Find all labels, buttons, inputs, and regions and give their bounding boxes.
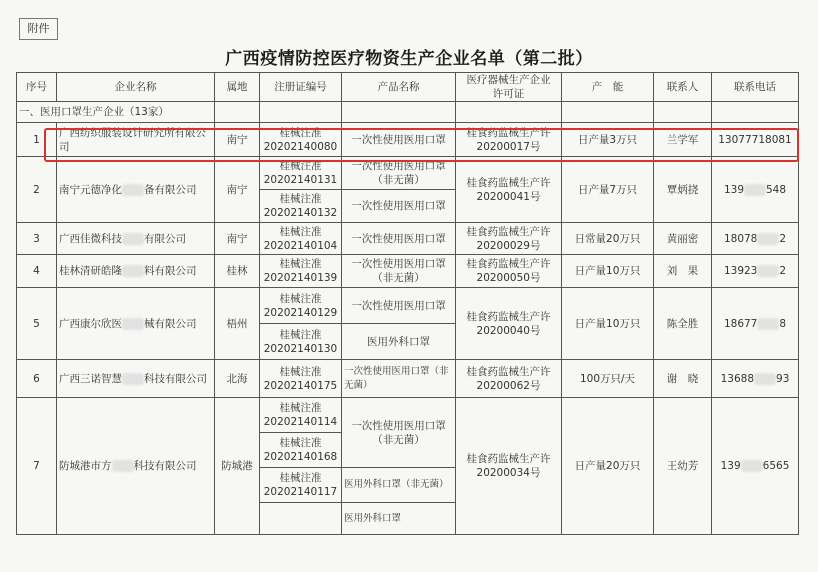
- highlight-box: [44, 128, 799, 162]
- row-phone: 13923 2: [712, 255, 799, 288]
- row-reg: 桂械注准 20202140139: [260, 255, 342, 288]
- row-capacity: 日常量20万只: [562, 223, 654, 255]
- row-reg: 桂械注准 20202140131: [260, 157, 342, 190]
- row-product: 医用外科口罩（非无菌）: [342, 468, 456, 503]
- row-capacity: 日产量3万只: [562, 123, 654, 157]
- row-license: 桂食药监械生产许 20200017号: [456, 123, 562, 157]
- table-row: [17, 255, 799, 288]
- header-capacity: 产 能: [562, 73, 654, 102]
- row-no: 3: [17, 223, 57, 255]
- row-reg: 桂械注准 20202140114: [260, 398, 342, 433]
- row-product: 一次性使用医用口罩: [342, 288, 456, 324]
- row-area: 防城港: [215, 398, 260, 535]
- row-no: 5: [17, 288, 57, 360]
- row-reg: 桂械注准 20202140130: [260, 324, 342, 360]
- row-phone: 13077718081: [712, 123, 799, 157]
- header-company: 企业名称: [57, 73, 215, 102]
- row-no: 7: [17, 398, 57, 535]
- row-phone: 18677 8: [712, 288, 799, 360]
- row-company: 南宁元德净化 备有限公司: [57, 157, 215, 223]
- row-company: 广西佳微科技 有限公司: [57, 223, 215, 255]
- row-product: 一次性使用医用口罩: [342, 223, 456, 255]
- row-reg: [260, 503, 342, 535]
- page-title: 广西疫情防控医疗物资生产企业名单（第二批）: [225, 49, 593, 69]
- row-reg: 桂械注准 20202140080: [260, 123, 342, 157]
- row-company: 桂林清研皓隆 料有限公司: [57, 255, 215, 288]
- row-contact: 陈全胜: [654, 288, 712, 360]
- row-license: 桂食药监械生产许 20200029号: [456, 223, 562, 255]
- row-company: 广西纺织服装设计研究所有限公司: [57, 123, 215, 157]
- row-no: 2: [17, 157, 57, 223]
- row-contact: 兰学军: [654, 123, 712, 157]
- row-license: 桂食药监械生产许 20200040号: [456, 288, 562, 360]
- row-reg: 桂械注准 20202140168: [260, 433, 342, 468]
- row-product: 一次性使用医用口罩（非 无菌）: [342, 360, 456, 398]
- row-capacity: 日产量7万只: [562, 157, 654, 223]
- header-no: 序号: [17, 73, 57, 102]
- row-contact: 覃炳挠: [654, 157, 712, 223]
- row-area: 南宁: [215, 157, 260, 223]
- row-phone: 13688 93: [712, 360, 799, 398]
- header-reg: 注册证编号: [260, 73, 342, 102]
- row-capacity: 日产量10万只: [562, 255, 654, 288]
- row-area: 梧州: [215, 288, 260, 360]
- row-product: 一次性使用医用口罩 （非无菌）: [342, 255, 456, 288]
- section-title: 一、医用口罩生产企业（13家）: [17, 102, 215, 123]
- header-row: [17, 73, 799, 102]
- section-row: [17, 102, 799, 123]
- row-area: 桂林: [215, 255, 260, 288]
- row-product: 医用外科口罩: [342, 324, 456, 360]
- header-license: 医疗器械生产企业 许可证: [456, 73, 562, 102]
- row-no: 6: [17, 360, 57, 398]
- row-company: 防城港市方 科技有限公司: [57, 398, 215, 535]
- attachment-label: 附件: [19, 18, 58, 40]
- header-area: 属地: [215, 73, 260, 102]
- table-row: [17, 360, 799, 398]
- row-area: 南宁: [215, 223, 260, 255]
- row-license: 桂食药监械生产许 20200062号: [456, 360, 562, 398]
- row-reg: 桂械注准 20202140132: [260, 190, 342, 223]
- row-area: 北海: [215, 360, 260, 398]
- row-license: 桂食药监械生产许 20200034号: [456, 398, 562, 535]
- row-phone: 18078 2: [712, 223, 799, 255]
- row-contact: 谢 晓: [654, 360, 712, 398]
- row-reg: 桂械注准 20202140117: [260, 468, 342, 503]
- row-no: 1: [17, 123, 57, 157]
- header-product: 产品名称: [342, 73, 456, 102]
- table-row: [17, 288, 799, 324]
- row-license: 桂食药监械生产许 20200050号: [456, 255, 562, 288]
- row-capacity: 日产量20万只: [562, 398, 654, 535]
- row-contact: 王幼芳: [654, 398, 712, 535]
- row-capacity: 日产量10万只: [562, 288, 654, 360]
- row-company: 广西康尔欣医 械有限公司: [57, 288, 215, 360]
- row-license: 桂食药监械生产许 20200041号: [456, 157, 562, 223]
- row-product: 一次性使用医用口罩: [342, 190, 456, 223]
- row-contact: 黄丽密: [654, 223, 712, 255]
- row-product: 一次性使用医用口罩 （非无菌）: [342, 157, 456, 190]
- row-product: 一次性使用医用口罩 （非无菌）: [342, 398, 456, 468]
- row-phone: 139 6565: [712, 398, 799, 535]
- row-reg: 桂械注准 20202140175: [260, 360, 342, 398]
- table-row: [17, 223, 799, 255]
- row-phone: 139 548: [712, 157, 799, 223]
- row-product: 医用外科口罩: [342, 503, 456, 535]
- row-product: 一次性使用医用口罩: [342, 123, 456, 157]
- table-row: [17, 398, 799, 433]
- row-contact: 刘 果: [654, 255, 712, 288]
- row-reg: 桂械注准 20202140104: [260, 223, 342, 255]
- row-no: 4: [17, 255, 57, 288]
- row-company: 广西三诺智慧 科技有限公司: [57, 360, 215, 398]
- row-capacity: 100万只/天: [562, 360, 654, 398]
- row-area: 南宁: [215, 123, 260, 157]
- header-phone: 联系电话: [712, 73, 799, 102]
- row-reg: 桂械注准 20202140129: [260, 288, 342, 324]
- header-contact: 联系人: [654, 73, 712, 102]
